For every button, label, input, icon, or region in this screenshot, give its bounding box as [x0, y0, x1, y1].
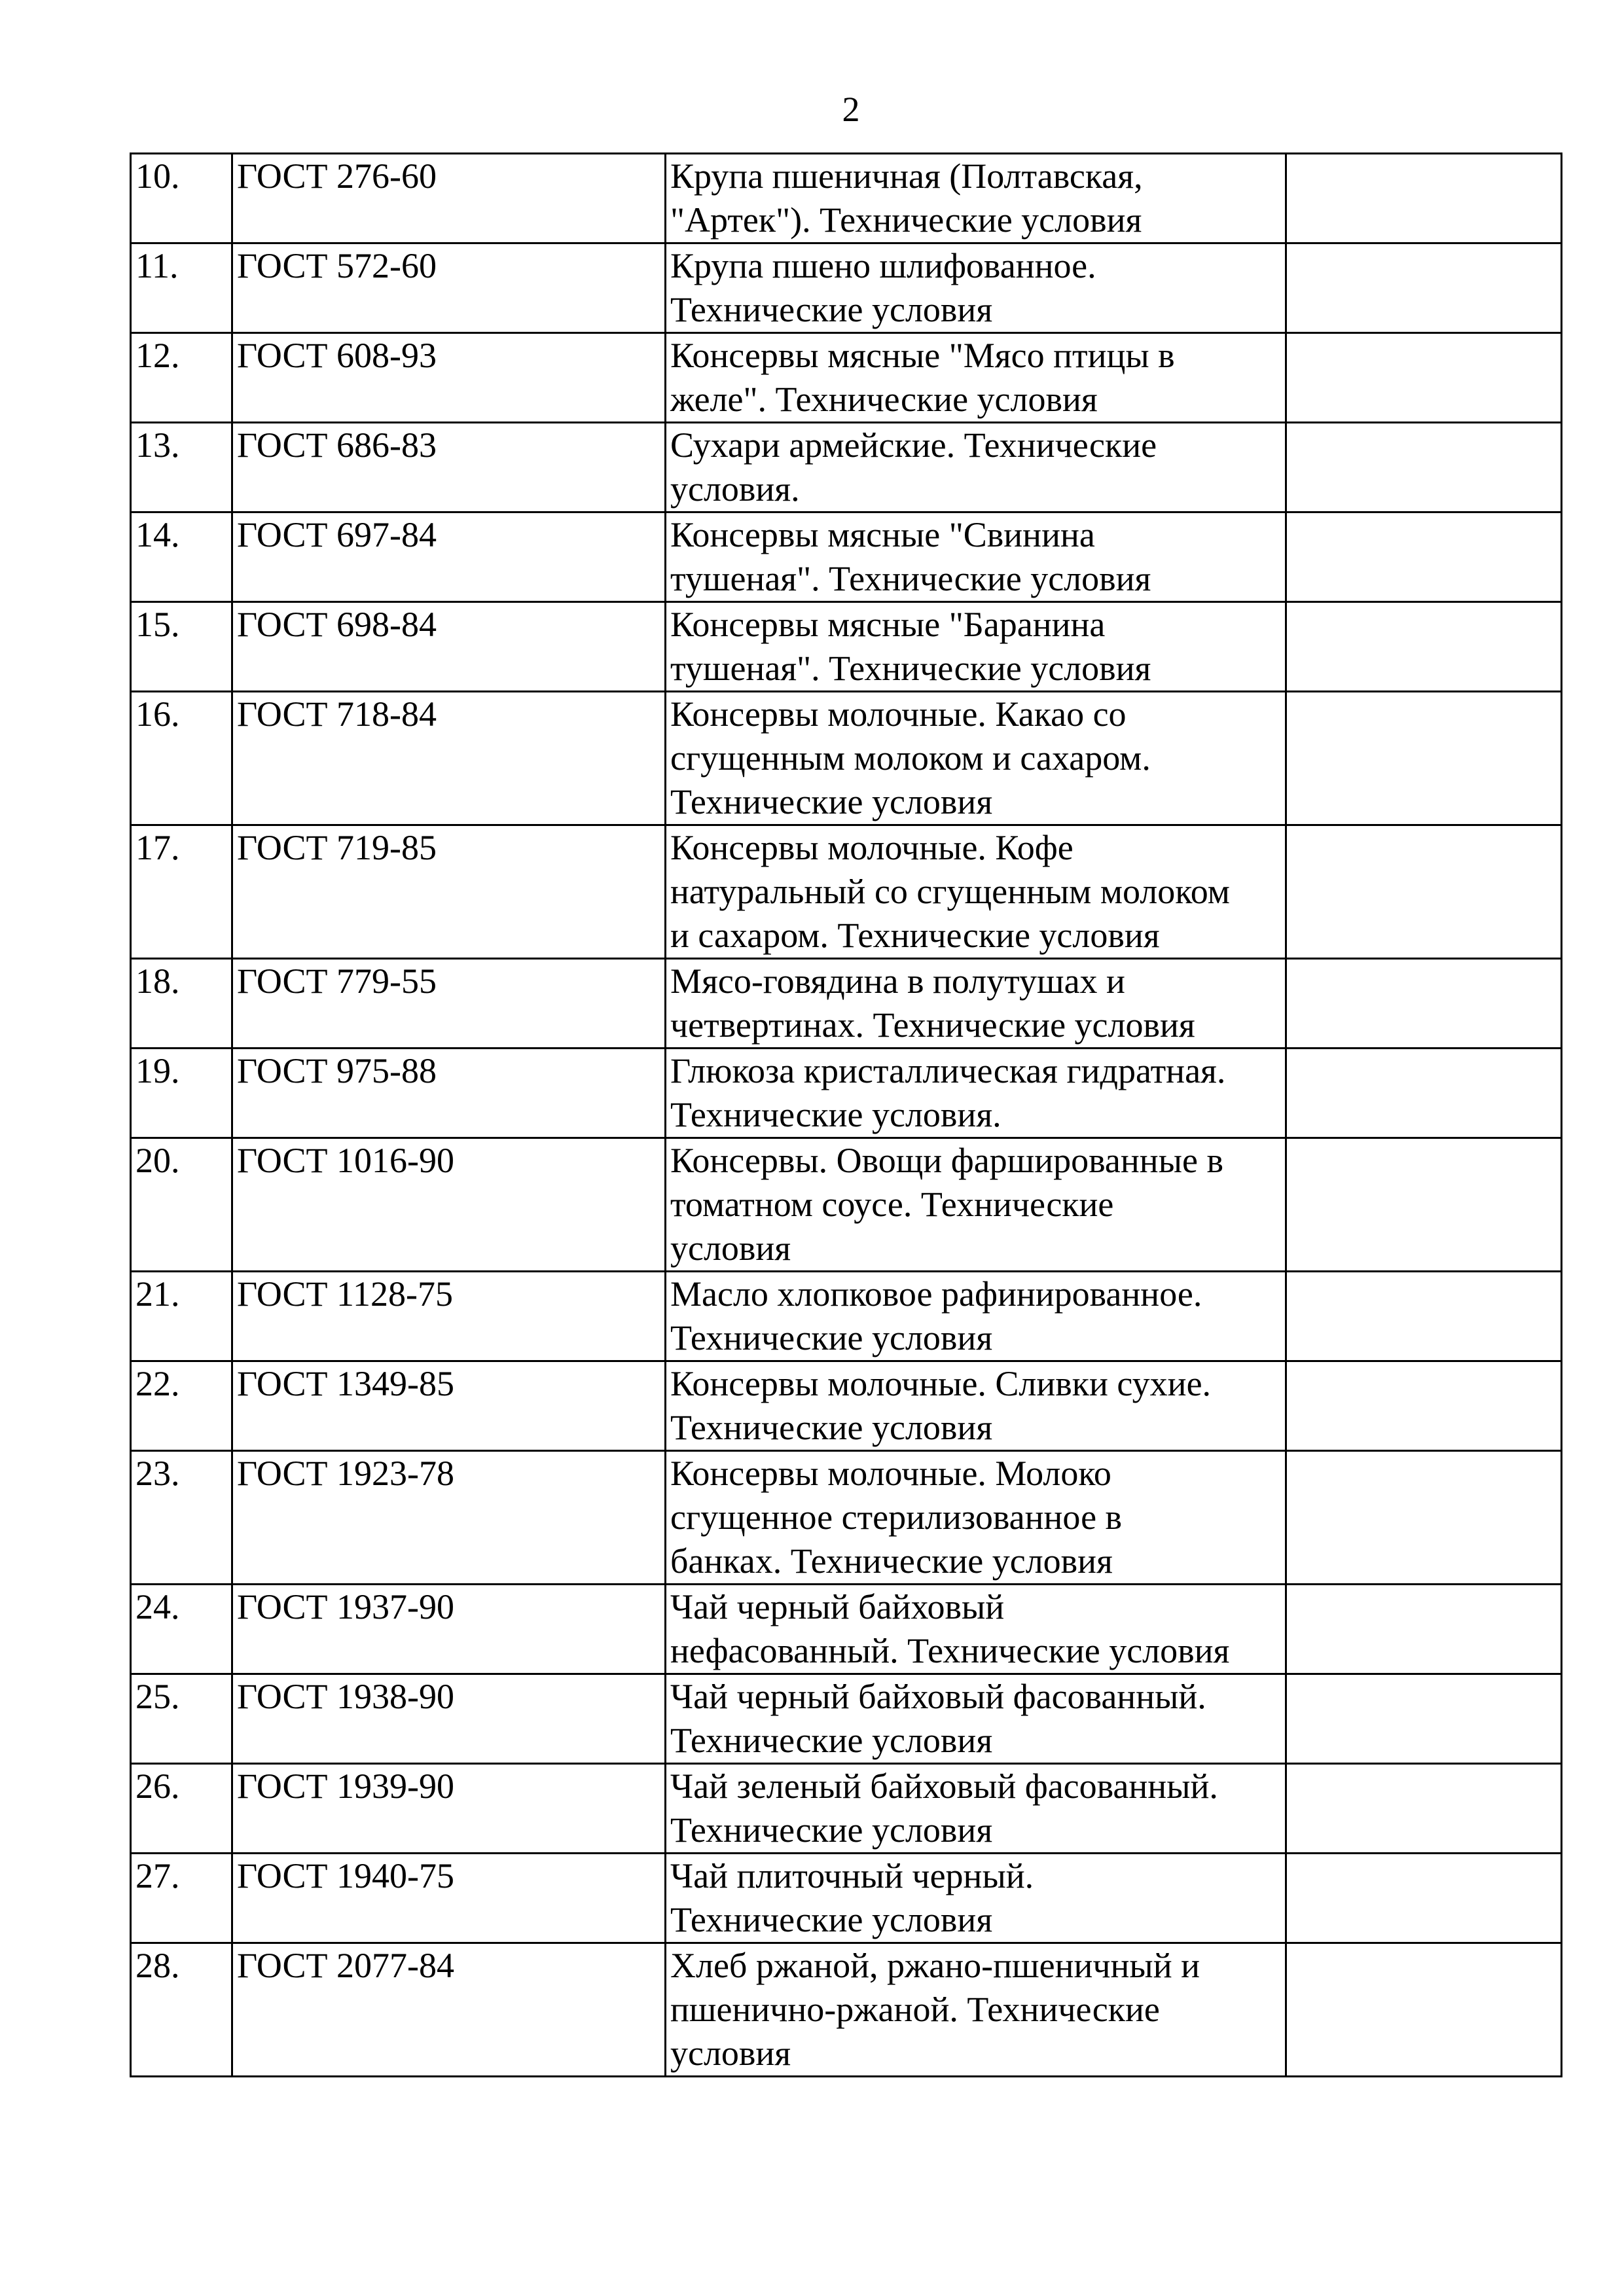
table-row [131, 1764, 1562, 1854]
standard-title-cell [666, 1138, 1286, 1272]
standard-title-line: Глюкоза кристаллическая гидратная. [670, 1051, 1226, 1090]
standard-title-line: Сухари армейские. Технические [670, 425, 1157, 465]
standard-code-cell: ГОСТ 572-60 [232, 243, 666, 333]
standard-title-cell [666, 959, 1286, 1049]
standard-title-line: нефасованный. Технические условия [670, 1631, 1230, 1670]
standard-code-cell: ГОСТ 1923-78 [232, 1451, 666, 1585]
standard-title-line: Консервы молочные. Молоко [670, 1454, 1111, 1493]
standard-title-cell [666, 1272, 1286, 1361]
standard-code-cell: ГОСТ 276-60 [232, 154, 666, 243]
standard-title-line: Консервы мясные "Свинина [670, 515, 1095, 554]
empty-cell [1286, 692, 1562, 825]
row-number-cell: 22. [131, 1361, 232, 1451]
standard-title-line: Технические условия [670, 290, 993, 329]
standard-code-cell: ГОСТ 1349-85 [232, 1361, 666, 1451]
standard-title-line: Масло хлопковое рафинированное. [670, 1274, 1202, 1314]
standard-code-cell: ГОСТ 975-88 [232, 1049, 666, 1138]
table-row [131, 1943, 1562, 2077]
empty-cell [1286, 243, 1562, 333]
empty-cell [1286, 1272, 1562, 1361]
standard-title-cell [666, 333, 1286, 423]
empty-cell [1286, 333, 1562, 423]
table-row [131, 333, 1562, 423]
standard-code-cell: ГОСТ 779-55 [232, 959, 666, 1049]
standard-title-line: Технические условия [670, 1408, 993, 1447]
row-number-cell: 19. [131, 1049, 232, 1138]
empty-cell [1286, 602, 1562, 692]
standard-title-line: сгущенным молоком и сахаром. [670, 738, 1151, 778]
standard-code-cell: ГОСТ 1940-75 [232, 1854, 666, 1943]
standard-title-line: Хлеб ржаной, ржано-пшеничный и [670, 1946, 1200, 1985]
standard-title-cell [666, 692, 1286, 825]
standard-code-cell: ГОСТ 608-93 [232, 333, 666, 423]
empty-cell [1286, 423, 1562, 512]
standard-title-line: Консервы молочные. Сливки сухие. [670, 1364, 1212, 1403]
table-row [131, 1674, 1562, 1764]
row-number-cell: 20. [131, 1138, 232, 1272]
empty-cell [1286, 1138, 1562, 1272]
table-row [131, 1854, 1562, 1943]
row-number-cell: 24. [131, 1585, 232, 1674]
empty-cell [1286, 1451, 1562, 1585]
row-number-cell: 12. [131, 333, 232, 423]
standard-title-line: Консервы мясные "Мясо птицы в [670, 336, 1175, 375]
table-row [131, 243, 1562, 333]
standard-title-cell [666, 1764, 1286, 1854]
table-row [131, 1138, 1562, 1272]
table-row [131, 1361, 1562, 1451]
empty-cell [1286, 1854, 1562, 1943]
empty-cell [1286, 1764, 1562, 1854]
row-number-cell: 17. [131, 825, 232, 959]
standard-title-line: желе". Технические условия [670, 380, 1098, 419]
row-number-cell: 23. [131, 1451, 232, 1585]
standard-title-cell [666, 423, 1286, 512]
standard-title-line: Технические условия [670, 1900, 993, 1939]
row-number-cell: 18. [131, 959, 232, 1049]
standard-title-cell [666, 512, 1286, 602]
row-number-cell: 16. [131, 692, 232, 825]
table-row [131, 1272, 1562, 1361]
standard-title-cell [666, 1585, 1286, 1674]
standard-code-cell: ГОСТ 698-84 [232, 602, 666, 692]
table-row [131, 423, 1562, 512]
standard-title-line: Крупа пшено шлифованное. [670, 246, 1096, 285]
standard-code-cell: ГОСТ 1016-90 [232, 1138, 666, 1272]
standard-title-cell [666, 602, 1286, 692]
standard-title-line: натуральный со сгущенным молоком [670, 872, 1230, 911]
row-number-cell: 15. [131, 602, 232, 692]
standard-title-line: томатном соусе. Технические [670, 1185, 1114, 1224]
standard-code-cell: ГОСТ 686-83 [232, 423, 666, 512]
standard-title-line: Консервы молочные. Кофе [670, 828, 1074, 867]
standard-title-line: сгущенное стерилизованное в [670, 1498, 1123, 1537]
row-number-cell: 28. [131, 1943, 232, 2077]
standard-title-line: условия. [670, 469, 800, 509]
standard-title-line: Крупа пшеничная (Полтавская, [670, 156, 1143, 196]
standards-table [130, 152, 1562, 2077]
standard-title-line: Технические условия. [670, 1095, 1001, 1134]
standard-title-line: Технические условия [670, 1318, 993, 1357]
standard-title-line: Чай зеленый байховый фасованный. [670, 1767, 1218, 1806]
standard-title-line: тушеная". Технические условия [670, 559, 1151, 598]
empty-cell [1286, 1943, 1562, 2077]
row-number-cell: 25. [131, 1674, 232, 1764]
empty-cell [1286, 1049, 1562, 1138]
empty-cell [1286, 825, 1562, 959]
empty-cell [1286, 154, 1562, 243]
standard-code-cell: ГОСТ 1939-90 [232, 1764, 666, 1854]
empty-cell [1286, 1674, 1562, 1764]
row-number-cell: 21. [131, 1272, 232, 1361]
standard-title-line: Чай черный байховый фасованный. [670, 1677, 1206, 1716]
standard-title-cell [666, 1451, 1286, 1585]
standard-code-cell: ГОСТ 718-84 [232, 692, 666, 825]
standard-title-line: Чай черный байховый [670, 1587, 1005, 1626]
row-number-cell: 11. [131, 243, 232, 333]
standard-title-line: условия [670, 2034, 791, 2073]
page-number: 2 [842, 90, 860, 129]
standard-title-line: Консервы мясные "Баранина [670, 605, 1106, 644]
standard-title-line: Мясо-говядина в полутушах и [670, 961, 1125, 1001]
standard-code-cell: ГОСТ 1937-90 [232, 1585, 666, 1674]
empty-cell [1286, 959, 1562, 1049]
row-number-cell: 10. [131, 154, 232, 243]
empty-cell [1286, 1361, 1562, 1451]
standard-title-line: Технические условия [670, 1810, 993, 1850]
table-body [131, 154, 1562, 2077]
standard-code-cell: ГОСТ 1938-90 [232, 1674, 666, 1764]
table-row [131, 602, 1562, 692]
standard-title-cell [666, 243, 1286, 333]
standard-title-cell [666, 1049, 1286, 1138]
empty-cell [1286, 1585, 1562, 1674]
standard-title-cell [666, 154, 1286, 243]
standard-title-line: условия [670, 1229, 791, 1268]
row-number-cell: 13. [131, 423, 232, 512]
standard-title-line: Чай плиточный черный. [670, 1856, 1034, 1895]
standard-title-cell [666, 1361, 1286, 1451]
standard-title-cell [666, 1943, 1286, 2077]
standard-title-line: Консервы. Овощи фаршированные в [670, 1141, 1223, 1180]
table-row [131, 512, 1562, 602]
empty-cell [1286, 512, 1562, 602]
standard-title-line: пшенично-ржаной. Технические [670, 1990, 1160, 2029]
standard-title-line: Технические условия [670, 782, 993, 821]
standard-title-line: банках. Технические условия [670, 1541, 1113, 1581]
table-row [131, 1049, 1562, 1138]
standard-code-cell: ГОСТ 697-84 [232, 512, 666, 602]
row-number-cell: 26. [131, 1764, 232, 1854]
row-number-cell: 14. [131, 512, 232, 602]
standard-code-cell: ГОСТ 719-85 [232, 825, 666, 959]
standard-title-cell [666, 825, 1286, 959]
standard-title-line: и сахаром. Технические условия [670, 916, 1160, 955]
standard-code-cell: ГОСТ 1128-75 [232, 1272, 666, 1361]
table-row [131, 154, 1562, 243]
table-row [131, 825, 1562, 959]
standard-title-cell [666, 1674, 1286, 1764]
row-number-cell: 27. [131, 1854, 232, 1943]
standard-title-line: четвертинах. Технические условия [670, 1005, 1195, 1045]
table-row [131, 1585, 1562, 1674]
standard-title-cell [666, 1854, 1286, 1943]
standard-title-line: тушеная". Технические условия [670, 649, 1151, 688]
table-row [131, 692, 1562, 825]
table-row [131, 1451, 1562, 1585]
standard-title-line: Технические условия [670, 1721, 993, 1760]
standard-title-line: "Артек"). Технические условия [670, 200, 1142, 240]
standard-title-line: Консервы молочные. Какао со [670, 694, 1127, 734]
standard-code-cell: ГОСТ 2077-84 [232, 1943, 666, 2077]
table-row [131, 959, 1562, 1049]
